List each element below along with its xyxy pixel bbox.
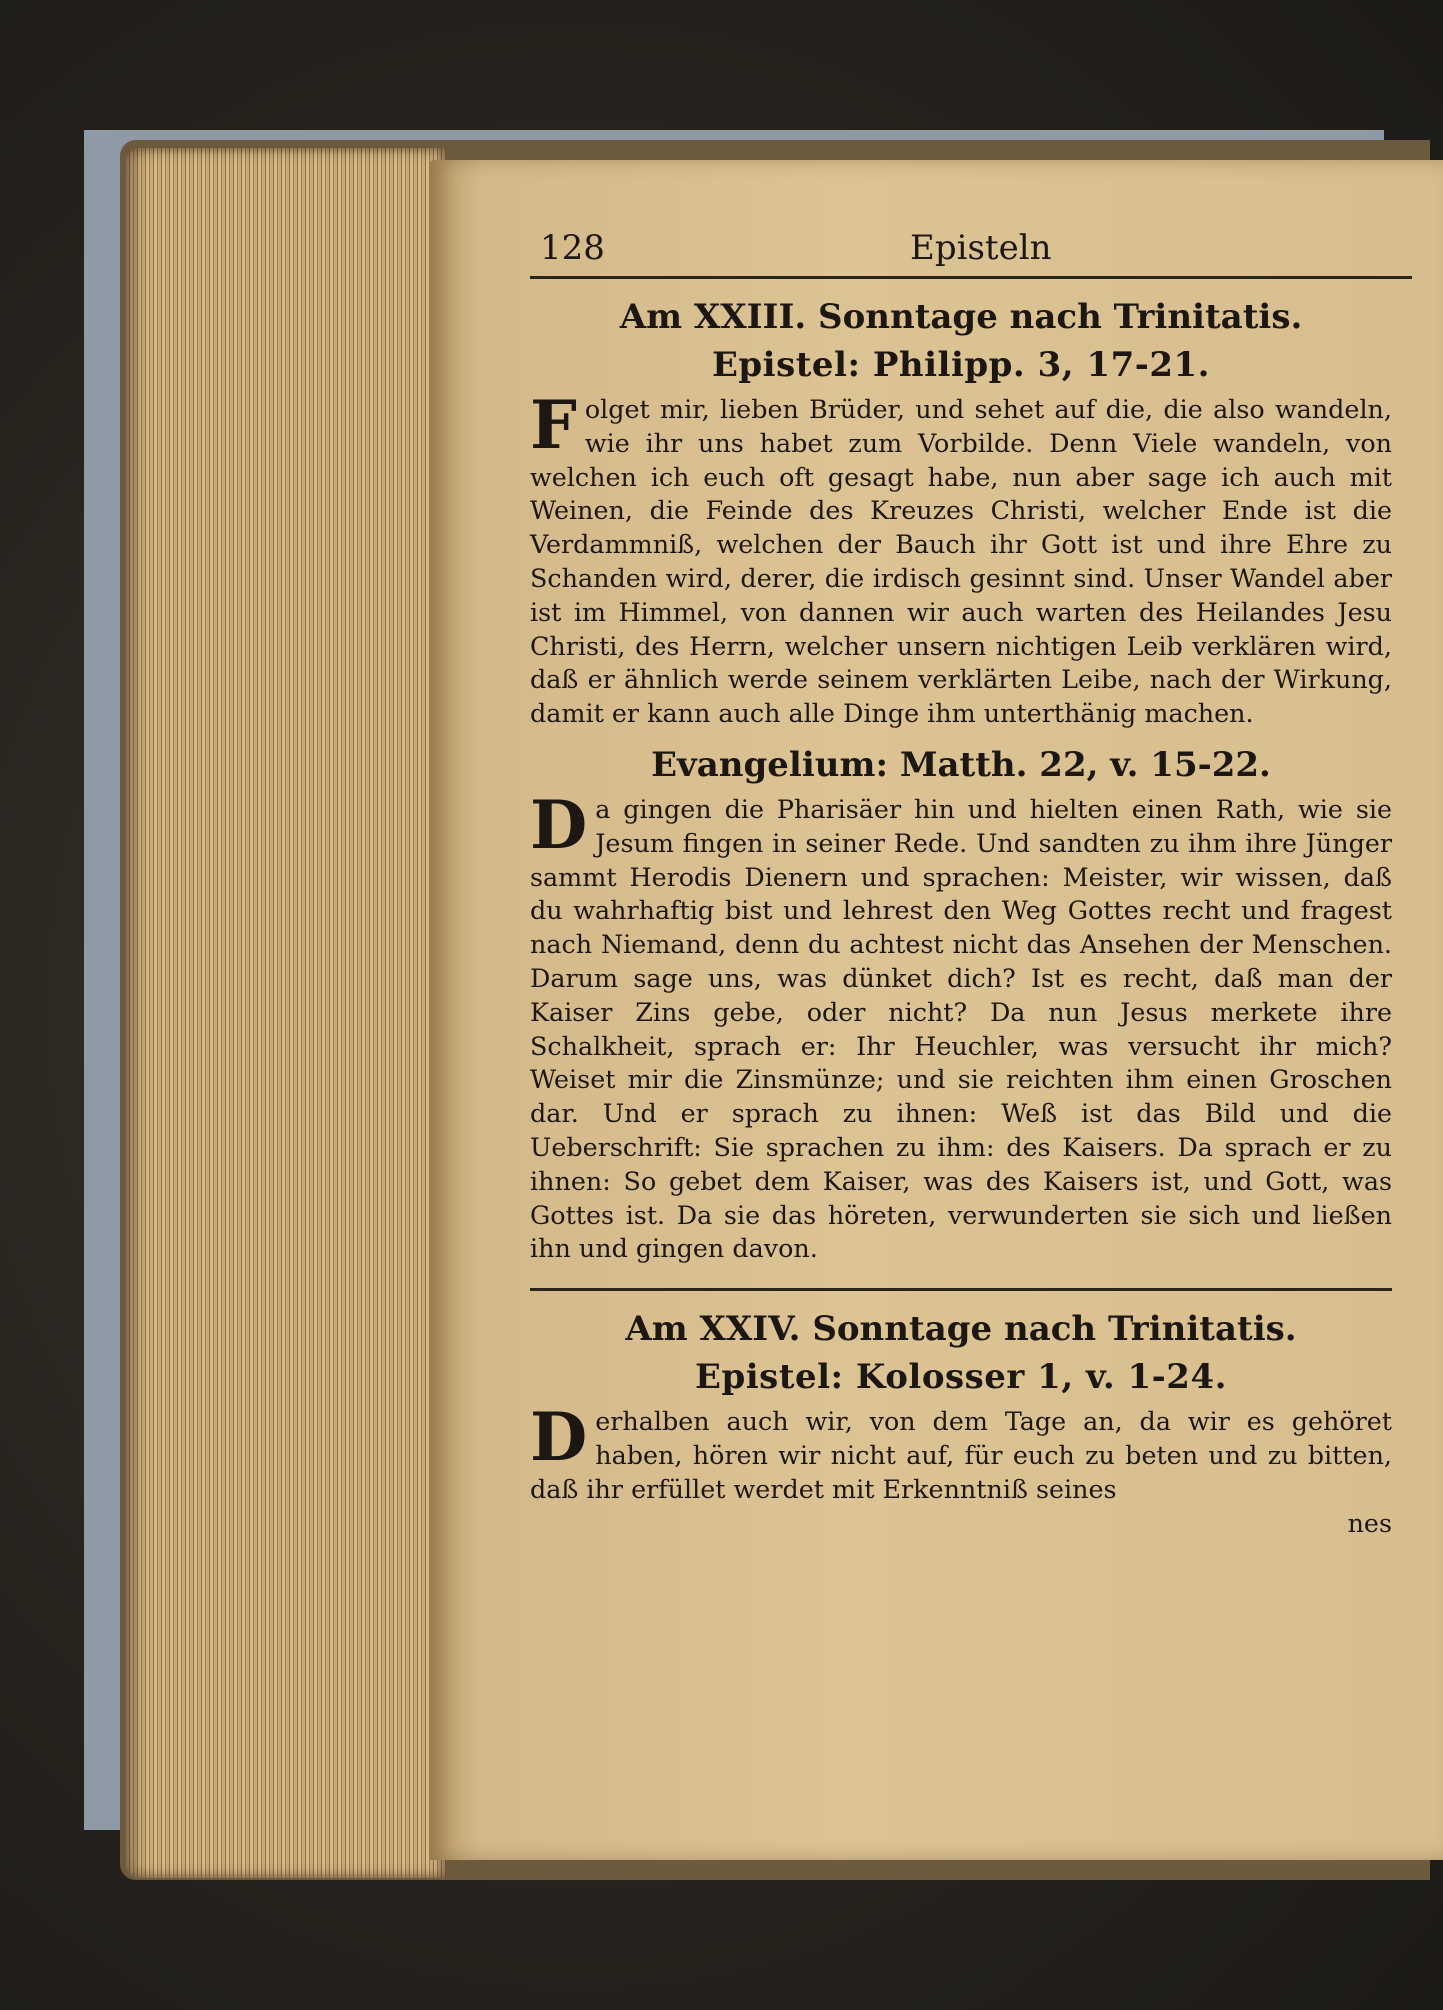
section-heading: Am XXIV. Sonntage nach Trinitatis.	[625, 1309, 1297, 1350]
section-xxiv	[530, 1305, 1392, 1540]
running-title: Episteln	[910, 228, 1052, 268]
reading-body: a gingen die Pharisäer hin und hielten einen Rath, wie sie Jesum fingen in seiner Rede. Und sandten zu ihm ihre Jünger sammt Herodis Dienern und sprachen: Meister, wir wissen, daß du wahrhaftig bist und lehrest den Weg Gottes recht und fragest nach Niemand, denn du achtest nicht das Ansehen der Menschen. Darum sage uns, was dünket dich? Ist es recht, daß man der Kaiser Zins gebe, oder nicht? Da nun Jesus merkete ihre Schalkheit, sprach er: Ihr Heuchler, was versucht ihr mich? Weiset mir die Zinsmünze; und sie reichten ihm einen Groschen dar. Und er sprach zu ihnen: Weß ist das Bild und die Ueberschrift: Sie sprachen zu ihm: des Kaisers. Da sprach er zu ihnen: So gebet dem Kaiser, was des Kaisers ist, und Gott, was Gottes ist. Da sie das höreten, verwunderten sie sich und ließen ihn und gingen davon.	[530, 793, 1392, 1264]
running-head	[530, 228, 1412, 279]
section-divider	[530, 1288, 1392, 1291]
drop-initial: D	[530, 785, 588, 864]
reading-title: Epistel: Philipp. 3, 17-21.	[711, 345, 1211, 385]
section-xxiii	[530, 293, 1392, 1266]
reading-text	[530, 785, 1392, 1266]
catchword: nes	[1347, 1507, 1392, 1538]
page-text-column	[530, 228, 1392, 1540]
reading-body: olget mir, lieben Brüder, und sehet auf die, die also wandeln, wie ihr uns habet zum Vorbilde. Denn Viele wandeln, von welchen ich euch oft gesagt habe, nun aber sage ich auch mit Weinen, die Feinde des Kreuzes Christi, welcher Ende ist die Verdammniß, welchen der Bauch ihr Gott ist und ihre Ehre zu Schanden wird, derer, die irdisch gesinnt sind. Unser Wandel aber ist im Himmel, von dannen wir auch warten des Heilandes Jesu Christi, des Herrn, welcher unsern nichtigen Leib verklären wird, daß er ähnlich werde seinem verklärten Leibe, nach der Wirkung, damit er kann auch alle Dinge ihm unterthänig machen.	[530, 394, 1392, 729]
reading-title: Evangelium: Matth. 22, v. 15-22.	[651, 744, 1271, 785]
reading-title: Epistel: Kolosser 1, v. 1-24.	[695, 1357, 1227, 1398]
drop-initial: F	[530, 386, 577, 464]
reading-text	[530, 386, 1392, 731]
reading-body: erhalben auch wir, von dem Tage an, da wir es gehöret haben, hören wir nicht auf, für euch zu beten und zu bitten, daß ihr erfüllet werdet mit Erkenntniß seines	[530, 1406, 1392, 1504]
page-edges	[126, 148, 446, 1878]
drop-initial: D	[530, 1398, 588, 1477]
section-heading: Am XXIII. Sonntage nach Trinitatis.	[619, 297, 1303, 337]
reading-text	[530, 1398, 1392, 1506]
page-number: 128	[540, 228, 605, 268]
